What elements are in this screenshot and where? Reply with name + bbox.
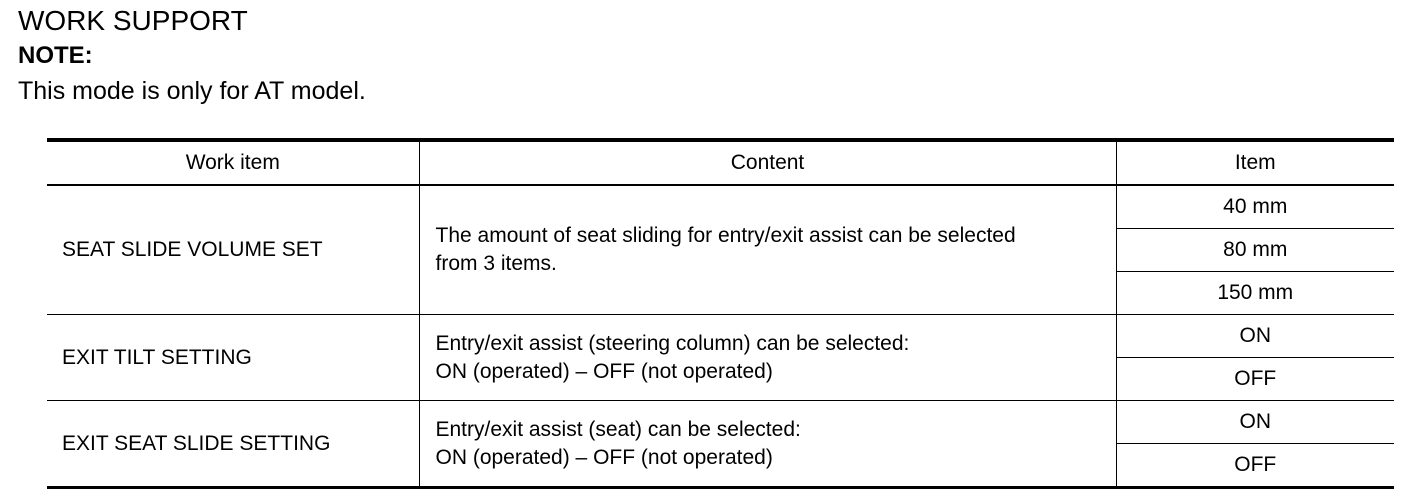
item-value-cell: ON: [1116, 315, 1394, 358]
table-row: [47, 315, 1394, 358]
content-cell: [419, 185, 1116, 315]
work-item-cell: SEAT SLIDE VOLUME SET: [47, 185, 419, 315]
work-item-cell: EXIT TILT SETTING: [47, 315, 419, 401]
column-header-work-item: Work item: [47, 140, 419, 185]
column-header-item: Item: [1116, 140, 1394, 185]
table-header-row: [47, 140, 1394, 185]
item-value-cell: OFF: [1116, 444, 1394, 488]
content-line: ON (operated) – OFF (not operated): [435, 445, 773, 469]
work-support-table: [47, 138, 1394, 489]
content-line: Entry/exit assist (seat) can be selected:: [435, 417, 801, 441]
work-item-cell: EXIT SEAT SLIDE SETTING: [47, 401, 419, 488]
item-value-cell: OFF: [1116, 358, 1394, 401]
content-line: Entry/exit assist (steering column) can be selected:: [435, 331, 910, 355]
item-value-cell: 40 mm: [1116, 185, 1394, 229]
content-cell: [419, 315, 1116, 401]
note-text: This mode is only for AT model.: [18, 77, 366, 105]
item-value-cell: 80 mm: [1116, 229, 1394, 272]
note-label: NOTE:: [18, 42, 93, 69]
table-row: [47, 401, 1394, 444]
content-line: from 3 items.: [435, 252, 557, 275]
item-value-cell: ON: [1116, 401, 1394, 444]
table-row: [47, 185, 1394, 229]
page-title: WORK SUPPORT: [18, 5, 248, 36]
column-header-content: Content: [419, 140, 1116, 185]
content-cell: [419, 401, 1116, 488]
item-value-cell: 150 mm: [1116, 272, 1394, 315]
content-line: ON (operated) – OFF (not operated): [435, 359, 773, 383]
content-line: The amount of seat sliding for entry/exit assist can be selected: [435, 224, 1016, 247]
